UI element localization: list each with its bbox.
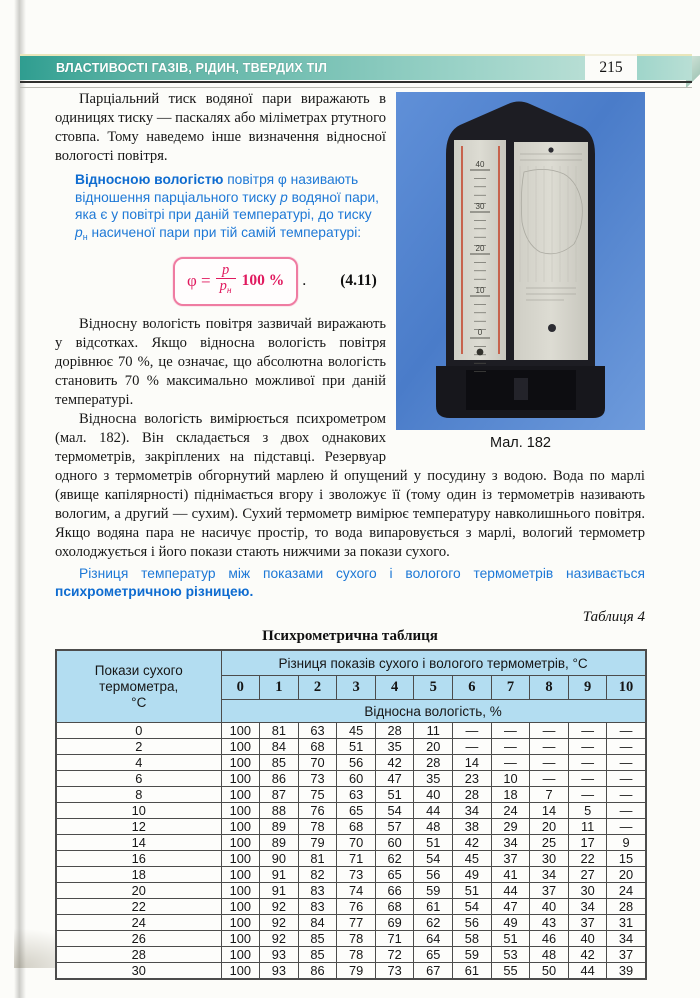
humidity-cell: — bbox=[453, 723, 492, 739]
humidity-cell: 14 bbox=[530, 803, 569, 819]
humidity-cell: 14 bbox=[453, 755, 492, 771]
dry-temp-cell: 28 bbox=[56, 947, 221, 963]
humidity-cell: 41 bbox=[491, 867, 530, 883]
humidity-cell: 100 bbox=[221, 835, 260, 851]
humidity-cell: 69 bbox=[375, 915, 414, 931]
running-head-band-right bbox=[637, 54, 692, 80]
humidity-cell: 23 bbox=[453, 771, 492, 787]
humidity-cell: 93 bbox=[260, 947, 299, 963]
humidity-cell: 92 bbox=[260, 915, 299, 931]
humidity-cell: 70 bbox=[298, 755, 337, 771]
humidity-cell: — bbox=[491, 755, 530, 771]
humidity-cell: — bbox=[607, 819, 646, 835]
humidity-cell: 47 bbox=[375, 771, 414, 787]
humidity-cell: 68 bbox=[298, 739, 337, 755]
humidity-cell: 18 bbox=[491, 787, 530, 803]
humidity-cell: 34 bbox=[453, 803, 492, 819]
humidity-cell: 48 bbox=[530, 947, 569, 963]
humidity-cell: 100 bbox=[221, 723, 260, 739]
humidity-cell: 61 bbox=[453, 963, 492, 980]
humidity-cell: 92 bbox=[260, 931, 299, 947]
humidity-cell: 60 bbox=[337, 771, 376, 787]
humidity-cell: 58 bbox=[453, 931, 492, 947]
diff-col-header: 2 bbox=[298, 676, 337, 700]
humidity-cell: 56 bbox=[453, 915, 492, 931]
corner-header-line1: Покази сухого bbox=[94, 662, 183, 678]
humidity-cell: 73 bbox=[375, 963, 414, 980]
humidity-cell: 63 bbox=[337, 787, 376, 803]
svg-text:0: 0 bbox=[477, 328, 483, 337]
humidity-cell: 88 bbox=[260, 803, 299, 819]
table-row bbox=[56, 755, 646, 771]
humidity-cell: 30 bbox=[568, 883, 607, 899]
running-head-rule bbox=[20, 81, 692, 88]
humidity-cell: — bbox=[530, 755, 569, 771]
humidity-cell: 100 bbox=[221, 883, 260, 899]
humidity-cell: 55 bbox=[491, 963, 530, 980]
humidity-cell: 76 bbox=[337, 899, 376, 915]
humidity-cell: — bbox=[491, 723, 530, 739]
fraction-denominator: $p_н$ bbox=[219, 277, 232, 296]
humidity-cell: 91 bbox=[260, 883, 299, 899]
humidity-cell: 79 bbox=[337, 963, 376, 980]
humidity-cell: — bbox=[607, 771, 646, 787]
humidity-cell: 40 bbox=[530, 899, 569, 915]
humidity-cell: 65 bbox=[337, 803, 376, 819]
humidity-cell: 54 bbox=[453, 899, 492, 915]
humidity-cell: 100 bbox=[221, 915, 260, 931]
dry-temp-cell: 26 bbox=[56, 931, 221, 947]
definition-text-3: насиченої пари при тій самій температурі: bbox=[87, 224, 362, 240]
humidity-cell: 100 bbox=[221, 851, 260, 867]
humidity-cell: — bbox=[607, 803, 646, 819]
table-row bbox=[56, 835, 646, 851]
diff-col-header: 5 bbox=[414, 676, 453, 700]
humidity-cell: 42 bbox=[453, 835, 492, 851]
humidity-cell: 92 bbox=[260, 899, 299, 915]
humidity-cell: 20 bbox=[607, 867, 646, 883]
note-psychrometric-difference bbox=[55, 565, 645, 601]
humidity-cell: — bbox=[453, 739, 492, 755]
table-row bbox=[56, 723, 646, 739]
humidity-cell: 74 bbox=[337, 883, 376, 899]
equation-number: (4.11) bbox=[340, 272, 377, 289]
humidity-cell: 100 bbox=[221, 947, 260, 963]
page-number: 215 bbox=[585, 54, 637, 80]
dry-temp-cell: 14 bbox=[56, 835, 221, 851]
diff-col-header: 3 bbox=[337, 676, 376, 700]
humidity-cell: 42 bbox=[375, 755, 414, 771]
diff-col-header: 0 bbox=[221, 676, 260, 700]
dry-temp-cell: 6 bbox=[56, 771, 221, 787]
humidity-cell: 71 bbox=[337, 851, 376, 867]
corner-header-line3: °С bbox=[131, 694, 147, 710]
humidity-cell: 62 bbox=[414, 915, 453, 931]
humidity-cell: 34 bbox=[491, 835, 530, 851]
diff-col-header: 6 bbox=[453, 676, 492, 700]
humidity-cell: 85 bbox=[298, 947, 337, 963]
saturated-pressure-subscript: н bbox=[82, 231, 88, 242]
humidity-cell: 72 bbox=[375, 947, 414, 963]
dry-temp-cell: 22 bbox=[56, 899, 221, 915]
humidity-cell: 65 bbox=[375, 867, 414, 883]
humidity-cell: — bbox=[607, 787, 646, 803]
dry-temp-cell: 30 bbox=[56, 963, 221, 980]
humidity-cell: 100 bbox=[221, 739, 260, 755]
humidity-cell: 37 bbox=[607, 947, 646, 963]
humidity-cell: 59 bbox=[414, 883, 453, 899]
svg-text:40: 40 bbox=[475, 160, 485, 169]
formula-lhs: φ = bbox=[187, 270, 211, 290]
humidity-cell: 100 bbox=[221, 819, 260, 835]
diff-col-header: 4 bbox=[375, 676, 414, 700]
humidity-cell: — bbox=[530, 723, 569, 739]
humidity-cell: 29 bbox=[491, 819, 530, 835]
humidity-cell: 49 bbox=[491, 915, 530, 931]
humidity-cell: 48 bbox=[414, 819, 453, 835]
humidity-cell: 53 bbox=[491, 947, 530, 963]
table-row bbox=[56, 915, 646, 931]
humidity-cell: 35 bbox=[414, 771, 453, 787]
humidity-cell: — bbox=[568, 739, 607, 755]
saturated-pressure-symbol: p bbox=[75, 224, 83, 240]
page-gutter-shadow bbox=[14, 0, 26, 998]
svg-text:10: 10 bbox=[475, 286, 485, 295]
paragraph-partial-pressure: Парціальний тиск водяної пари виражають в одиницях тиску — паскалях або міліметрах ртутного стовпа. Тому наведемо інше визначення відносної вологості повітря. bbox=[55, 91, 386, 164]
table-row bbox=[56, 947, 646, 963]
figure-caption: Мал. 182 bbox=[489, 435, 552, 451]
humidity-cell: 63 bbox=[298, 723, 337, 739]
humidity-cell: 100 bbox=[221, 771, 260, 787]
humidity-cell: 83 bbox=[298, 883, 337, 899]
humidity-cell: 89 bbox=[260, 819, 299, 835]
humidity-cell: — bbox=[607, 755, 646, 771]
table-row bbox=[56, 883, 646, 899]
running-head bbox=[20, 54, 692, 80]
card-screw-bottom bbox=[548, 324, 556, 332]
dry-temp-cell: 2 bbox=[56, 739, 221, 755]
humidity-cell: 22 bbox=[568, 851, 607, 867]
dry-temp-cell: 16 bbox=[56, 851, 221, 867]
base-clip bbox=[514, 378, 528, 400]
humidity-cell: 56 bbox=[414, 867, 453, 883]
fraction-numerator: p bbox=[221, 261, 230, 278]
humidity-cell: 47 bbox=[491, 899, 530, 915]
humidity-cell: 59 bbox=[453, 947, 492, 963]
humidity-cell: 100 bbox=[221, 963, 260, 980]
humidity-cell: 34 bbox=[607, 931, 646, 947]
psychrometric-table bbox=[55, 649, 647, 980]
corner-header-line2: термометра, bbox=[99, 678, 179, 694]
humidity-cell: 82 bbox=[298, 867, 337, 883]
humidity-cell: 86 bbox=[260, 771, 299, 787]
note-text: Різниця температур між показами сухого і вологого термометрів називається bbox=[79, 566, 645, 581]
humidity-cell: 30 bbox=[530, 851, 569, 867]
humidity-cell: 50 bbox=[530, 963, 569, 980]
humidity-cell: 51 bbox=[491, 931, 530, 947]
humidity-cell: 77 bbox=[337, 915, 376, 931]
table-row bbox=[56, 931, 646, 947]
humidity-cell: 24 bbox=[491, 803, 530, 819]
dry-temp-cell: 10 bbox=[56, 803, 221, 819]
dry-temp-cell: 8 bbox=[56, 787, 221, 803]
humidity-cell: 46 bbox=[530, 931, 569, 947]
diff-col-header: 7 bbox=[491, 676, 530, 700]
humidity-cell: 79 bbox=[298, 835, 337, 851]
humidity-cell: 68 bbox=[337, 819, 376, 835]
humidity-cell: 65 bbox=[414, 947, 453, 963]
humidity-cell: 24 bbox=[607, 883, 646, 899]
humidity-cell: 10 bbox=[491, 771, 530, 787]
humidity-cell: — bbox=[568, 787, 607, 803]
humidity-cell: 27 bbox=[568, 867, 607, 883]
humidity-cell: — bbox=[568, 755, 607, 771]
dry-temp-cell: 24 bbox=[56, 915, 221, 931]
table-label: Таблиця 4 bbox=[582, 609, 645, 625]
table-row bbox=[56, 787, 646, 803]
paragraph-relative-humidity-percent: Відносну вологість повітря зазвичай виражають у відсотках. Якщо відносна вологість повітря дорівнює 70 %, це означає, що абсолютна вологість становить 70 % максимально можливої при даній температурі. bbox=[55, 316, 386, 408]
humidity-cell: 85 bbox=[298, 931, 337, 947]
humidity-cell: 90 bbox=[260, 851, 299, 867]
table-row bbox=[56, 963, 646, 980]
formula-period: . bbox=[302, 272, 307, 289]
humidity-cell: 78 bbox=[337, 947, 376, 963]
humidity-cell: — bbox=[607, 739, 646, 755]
humidity-cell: 100 bbox=[221, 787, 260, 803]
table-title: Психрометрична таблиця bbox=[262, 628, 438, 644]
humidity-cell: 71 bbox=[375, 931, 414, 947]
humidity-cell: 93 bbox=[260, 963, 299, 980]
table-row bbox=[56, 819, 646, 835]
humidity-cell: 45 bbox=[453, 851, 492, 867]
humidity-cell: 57 bbox=[375, 819, 414, 835]
humidity-cell: 35 bbox=[375, 739, 414, 755]
humidity-cell: 39 bbox=[607, 963, 646, 980]
note-term: психрометричною різницею. bbox=[55, 584, 254, 599]
dry-temp-cell: 0 bbox=[56, 723, 221, 739]
humidity-cell: 61 bbox=[414, 899, 453, 915]
humidity-cell: 20 bbox=[530, 819, 569, 835]
humidity-cell: 68 bbox=[375, 899, 414, 915]
humidity-cell: 11 bbox=[568, 819, 607, 835]
table-row bbox=[56, 771, 646, 787]
diff-col-header: 9 bbox=[568, 676, 607, 700]
humidity-cell: 40 bbox=[568, 931, 607, 947]
humidity-cell: 45 bbox=[337, 723, 376, 739]
humidity-cell: 7 bbox=[530, 787, 569, 803]
table-body bbox=[56, 723, 646, 980]
humidity-cell: 34 bbox=[568, 899, 607, 915]
table-row bbox=[56, 851, 646, 867]
humidity-cell: 56 bbox=[337, 755, 376, 771]
definition-term: Відносною вологістю bbox=[75, 172, 224, 187]
humidity-cell: 78 bbox=[337, 931, 376, 947]
humidity-cell: 83 bbox=[298, 899, 337, 915]
humidity-cell: 54 bbox=[375, 803, 414, 819]
humidity-cell: 28 bbox=[414, 755, 453, 771]
pressure-symbol: p bbox=[280, 189, 288, 205]
humidity-cell: — bbox=[530, 739, 569, 755]
diff-col-header: 1 bbox=[260, 676, 299, 700]
humidity-cell: 100 bbox=[221, 755, 260, 771]
humidity-cell: 60 bbox=[375, 835, 414, 851]
humidity-cell: 31 bbox=[607, 915, 646, 931]
formula-box bbox=[173, 257, 298, 306]
psychrometer-photo bbox=[396, 92, 645, 430]
formula-factor: 100 % bbox=[241, 271, 285, 289]
humidity-cell: 25 bbox=[530, 835, 569, 851]
diff-col-header: 10 bbox=[607, 676, 646, 700]
humidity-cell: — bbox=[607, 723, 646, 739]
humidity-cell: 49 bbox=[453, 867, 492, 883]
humidity-cell: 100 bbox=[221, 803, 260, 819]
humidity-cell: 51 bbox=[414, 835, 453, 851]
humidity-cell: 78 bbox=[298, 819, 337, 835]
humidity-cell: 43 bbox=[530, 915, 569, 931]
humidity-cell: 73 bbox=[298, 771, 337, 787]
definition-text-2: водяної пари, яка є у повітрі при даній температурі, до тиску bbox=[75, 189, 380, 222]
paragraph-psychrometer: Відносна вологість вимірюється психрометром (мал. 182). Він складається з двох однакових термометрів, закріплених на підставці. Резервуар одного з термометрів обгорнутий марлею й опущений у посудину з водою. Вода по марлі (явище капілярності) піднімається вгору і зволожує її (тому один із термометрів називають вологим, а другий — сухим). Сухий термометр вимірює температуру навколишнього повітря. Якщо водяна пара не насичує простір, то вода випаровується з марлі, вологий термометр охолоджується і його покази стають нижчими за покази сухого. bbox=[55, 411, 645, 560]
humidity-cell: 34 bbox=[530, 867, 569, 883]
humidity-cell: 51 bbox=[337, 739, 376, 755]
humidity-cell: 62 bbox=[375, 851, 414, 867]
humidity-cell: 100 bbox=[221, 867, 260, 883]
humidity-cell: 81 bbox=[298, 851, 337, 867]
dry-temp-cell: 4 bbox=[56, 755, 221, 771]
humidity-cell: 100 bbox=[221, 931, 260, 947]
dry-temp-cell: 18 bbox=[56, 867, 221, 883]
humidity-cell: 40 bbox=[414, 787, 453, 803]
corner-header bbox=[56, 650, 221, 723]
figure-182 bbox=[396, 92, 645, 451]
humidity-cell: 84 bbox=[260, 739, 299, 755]
humidity-cell: 37 bbox=[530, 883, 569, 899]
humidity-cell: 44 bbox=[491, 883, 530, 899]
humidity-cell: 44 bbox=[568, 963, 607, 980]
humidity-cell: 20 bbox=[414, 739, 453, 755]
humidity-cell: 5 bbox=[568, 803, 607, 819]
humidity-cell: — bbox=[491, 739, 530, 755]
dry-temp-cell: 12 bbox=[56, 819, 221, 835]
humidity-cell: 86 bbox=[298, 963, 337, 980]
humidity-cell: 66 bbox=[375, 883, 414, 899]
table-row bbox=[56, 867, 646, 883]
humidity-cell: 51 bbox=[453, 883, 492, 899]
humidity-cell: 85 bbox=[260, 755, 299, 771]
table-row bbox=[56, 739, 646, 755]
humidity-cell: 51 bbox=[375, 787, 414, 803]
humidity-cell: 9 bbox=[607, 835, 646, 851]
humidity-cell: — bbox=[568, 723, 607, 739]
dry-temp-cell: 20 bbox=[56, 883, 221, 899]
humidity-cell: 37 bbox=[491, 851, 530, 867]
humidity-cell: 75 bbox=[298, 787, 337, 803]
diff-col-header: 8 bbox=[530, 676, 569, 700]
humidity-cell: 70 bbox=[337, 835, 376, 851]
thermometer-bulb bbox=[477, 349, 484, 356]
humidity-cell: 11 bbox=[414, 723, 453, 739]
card-screw-top bbox=[548, 147, 553, 152]
svg-text:20: 20 bbox=[475, 244, 485, 253]
diff-header: Різниця показів сухого і вологого термометрів, °С bbox=[221, 650, 646, 676]
humidity-cell: 89 bbox=[260, 835, 299, 851]
humidity-cell: 64 bbox=[414, 931, 453, 947]
formula-fraction bbox=[216, 263, 236, 299]
humidity-cell: 81 bbox=[260, 723, 299, 739]
table-row bbox=[56, 803, 646, 819]
humidity-cell: 91 bbox=[260, 867, 299, 883]
humidity-cell: 87 bbox=[260, 787, 299, 803]
page-content bbox=[55, 90, 645, 980]
definition-text-1: повітря φ називають відношення парціального тиску bbox=[75, 172, 359, 205]
humidity-cell: 38 bbox=[453, 819, 492, 835]
humidity-subheader: Відносна вологість, % bbox=[221, 700, 646, 723]
humidity-cell: 76 bbox=[298, 803, 337, 819]
humidity-cell: 100 bbox=[221, 899, 260, 915]
humidity-cell: 28 bbox=[453, 787, 492, 803]
chapter-title: ВЛАСТИВОСТІ ГАЗІВ, РІДИН, ТВЕРДИХ ТІЛ bbox=[56, 61, 328, 75]
humidity-cell: 67 bbox=[414, 963, 453, 980]
humidity-cell: 84 bbox=[298, 915, 337, 931]
formula-411-row bbox=[55, 253, 386, 309]
table-row bbox=[56, 899, 646, 915]
humidity-cell: 15 bbox=[607, 851, 646, 867]
humidity-cell: 42 bbox=[568, 947, 607, 963]
running-head-band bbox=[20, 54, 585, 80]
humidity-cell: 28 bbox=[607, 899, 646, 915]
humidity-cell: 44 bbox=[414, 803, 453, 819]
humidity-cell: — bbox=[568, 771, 607, 787]
humidity-cell: 73 bbox=[337, 867, 376, 883]
humidity-cell: 28 bbox=[375, 723, 414, 739]
humidity-cell: 37 bbox=[568, 915, 607, 931]
humidity-cell: — bbox=[530, 771, 569, 787]
svg-text:30: 30 bbox=[475, 202, 485, 211]
humidity-cell: 17 bbox=[568, 835, 607, 851]
humidity-cell: 54 bbox=[414, 851, 453, 867]
